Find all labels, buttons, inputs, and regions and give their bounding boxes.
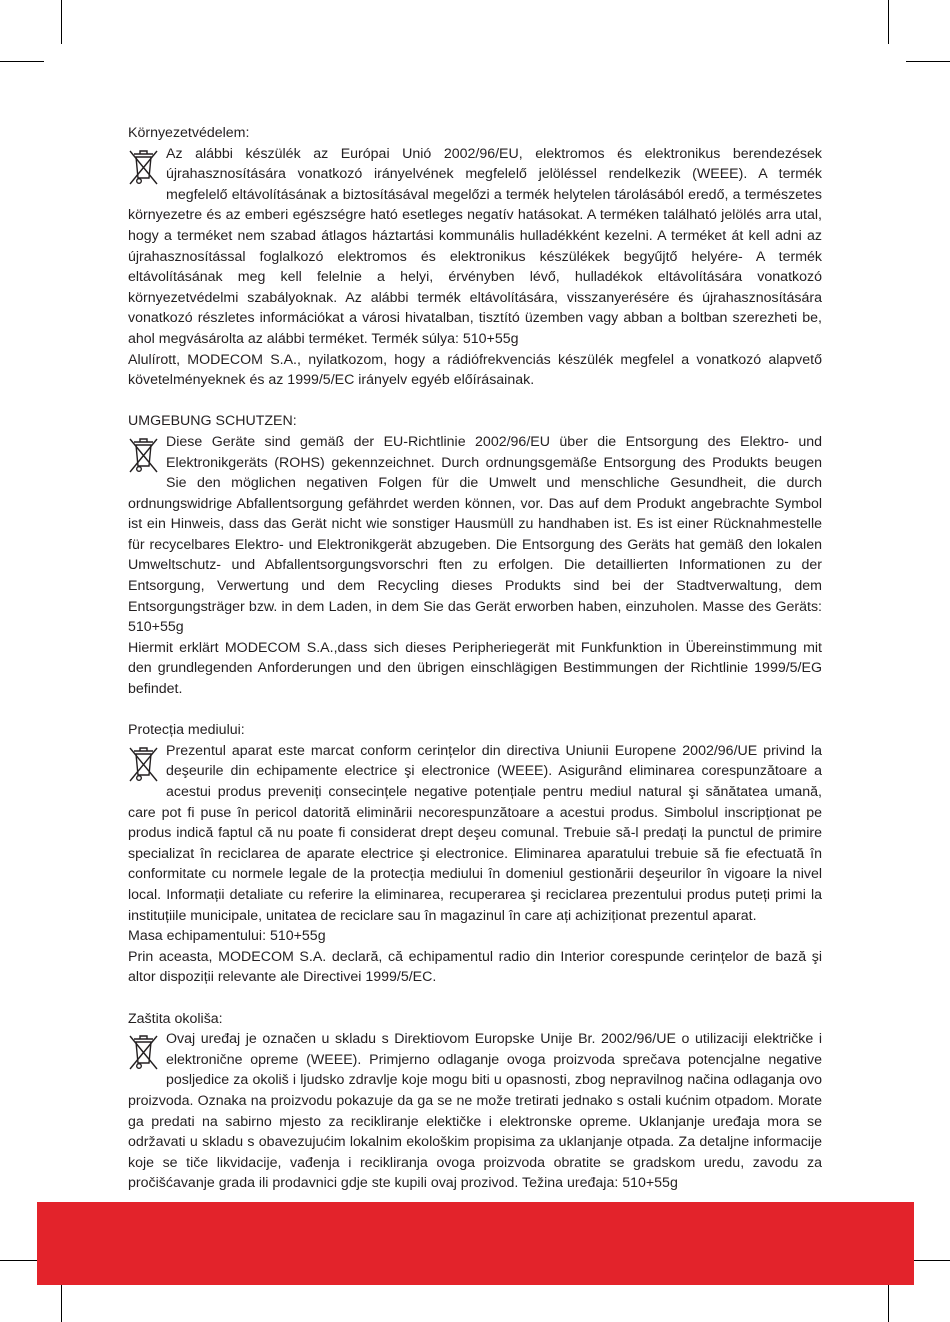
section-paragraph <box>128 741 822 926</box>
crop-mark-top-left-horizontal <box>0 61 44 62</box>
section-body-text: Diese Geräte sind gemäß der EU-Richtlinie 2002/96/EU über die Entsorgung des Elektro- und Elektronikgeräts (ROHS) gekennzeichnet. Durch ordnungsgemäße Entsorgung des Produkts beugen Sie den möglichen negativen Folgen für die Umwelt und menschliche Gesundheit, die durch ordnungswidrige Abfallentsorgung gefährdet werden können, vor. Das auf dem Produkt angebrachte Symbol ist ein Hinweis, dass das Gerät nicht wie sonstiger Hausmüll zu handhaben ist. Es ist einer Rücknahmestelle für recycelbares Elektro- und Elektronikgerät abzugeben. Die Entsorgung des Geräts hat gemäß den lokalen Umweltschutz- und Abfallentsorgungsvorschri ften zu erfolgen. Die detaillierten Informationen zu der Entsorgung, Verwertung und dem Recycling dieses Produkts sind bei der Stadtverwaltung, dem Entsorgungsträger bzw. in dem Laden, in dem Sie das Gerät erworben haben, einzuholen. Masse des Geräts: 510+55g <box>128 433 822 636</box>
section-heading: Zaštita okoliša: <box>128 1010 223 1027</box>
section-declaration: Alulírott, MODECOM S.A., nyilatkozom, hogy a rádiófrekvenciás készülék megfelel a vonatkozó alapvető követelményeknek és az 1999/5/EC irányelv egyéb előírásainak. <box>128 351 822 389</box>
section-german <box>128 411 822 699</box>
crop-mark-top-right-vertical <box>888 0 889 44</box>
section-declaration: Hiermit erklärt MODECOM S.A.,dass sich dieses Peripheriegerät mit Funkfunktion in Übereinstimmung mit den grundlegenden Anforderungen und den übrigen einschlägigen Bestimmungen der Richtlinie 1999/5/EG befindet. <box>128 639 822 698</box>
crossed-out-wheelie-bin-icon <box>128 148 159 186</box>
section-heading: Környezetvédelem: <box>128 125 250 141</box>
section-paragraph <box>128 1029 822 1194</box>
crossed-out-wheelie-bin-icon <box>128 745 159 783</box>
section-hungarian <box>128 123 822 391</box>
section-body-text: Prezentul aparat este marcat conform cerințelor din directiva Uniunii Europene 2002/96/UE privind la deşeurile din echipamente electrice şi electronice (WEEE). Asigurând eliminarea corespunzătoare a acestui produs preveniți consecințele negative potențiale pentru mediul natural şi sănătatea umană, care pot fi puse în pericol datorită eliminării necorespunzătoare a acestui produs. Simbolul inscripționat pe produs indică faptul că nu poate fi considerat drept deşeu comunal. Trebuie să-l predați la punctul de primire specializat în reciclarea de aparate electrice şi electronice. Eliminarea aparatului trebuie să fie efectuată în conformitate cu normele legale de la protecția mediului în domeniul gestionării deşeurilor în vigoare la nivel local. Informații detaliate cu referire la eliminarea, recuperarea şi reciclarea prezentului produs puteți primi la instituțiile municipale, unitatea de reciclare sau în magazinul în care ați achiziționat prezentul aparat. <box>128 742 822 924</box>
section-declaration: Prin aceasta, MODECOM S.A. declară, că echipamentul radio din Interior corespunde cerințelor de bază şi altor dispoziții relevante ale Directivei 1999/5/EC. <box>128 948 822 986</box>
crop-mark-top-left-vertical <box>61 0 62 44</box>
section-body-text: Az alábbi készülék az Európai Unió 2002/96/EU, elektromos és elektronikus berendezések újrahasznosítására vonatkozó irányelvének megfelelő jelöléssel rendelkezik (WEEE). A termék megfelelő eltávolításának a biztosításával megelőzi a termék helytelen tárolásából eredő, a természetes környezetre és az emberi egészségre ható esetleges negatív hatásokat. A terméken található jelölés arra utal, hogy a terméket nem szabad átlagos háztartási kommunális hulladékként kezelni. A terméket át kell adni az újrahasznosítással foglalkozó elektromos és elektronikus készülékek begyűjtő helyére- A termék eltávolításának meg kell felelnie a helyi, érvényben lévő, hulladékok eltávolítására vonatkozó környezetvédelmi szabályoknak. Az alábbi termék eltávolítására, visszanyerésére és újrahasznosítására vonatkozó részletes információkat a városi hivatalban, tisztító üzemben vagy abban a boltban szerezheti be, ahol megvásárolta az alábbi terméket. Termék súlya: 510+55g <box>128 145 822 347</box>
crossed-out-wheelie-bin-icon <box>128 1033 159 1071</box>
section-paragraph <box>128 432 822 638</box>
crop-mark-top-right-horizontal <box>906 61 950 62</box>
section-croatian <box>128 1009 822 1194</box>
section-heading: Protecția mediului: <box>128 722 245 739</box>
section-paragraph <box>128 144 822 350</box>
crossed-out-wheelie-bin-icon <box>128 436 159 474</box>
section-romanian <box>128 720 822 988</box>
section-heading: UMGEBUNG SCHUTZEN: <box>128 413 297 430</box>
section-body-text: Ovaj uređaj je označen u skladu s Direktiovom Europske Unije Br. 2002/96/UE o utilizaciji električke i elektronične opreme (WEEE). Primjerno odlaganje ovoga proizvoda sprečava potencjalne negative posljedice za okoliš i ljudsko zdravlje koje mogu biti u opasnosti, zbog nepravilnog načina odlaganja ovo proizvoda. Oznaka na proizvodu pokazuje da ga se ne može tretirati jednako s ostali kućnim otpadom. Morate ga predati na sabirno mjesto za recikliranje elektičke i elektronske opreme. Uklanjanje uređaja mora se održavati u skladu s obavezujućim lokalnim ekološkim propisima za uklanjanje otpada. Za detaljne informacije koje se tiče likvidacije, vađenja i recikliranja ovoga proizvoda obratite se gradskom uredu, zavodu za pročišćavanje grada ili prodavnici gdje ste kupili ovaj prozivod. Težina uređaja: 510+55g <box>128 1031 822 1192</box>
section-weight: Masa echipamentului: 510+55g <box>128 928 326 945</box>
document-body <box>128 123 822 1214</box>
footer-red-band <box>37 1202 914 1285</box>
